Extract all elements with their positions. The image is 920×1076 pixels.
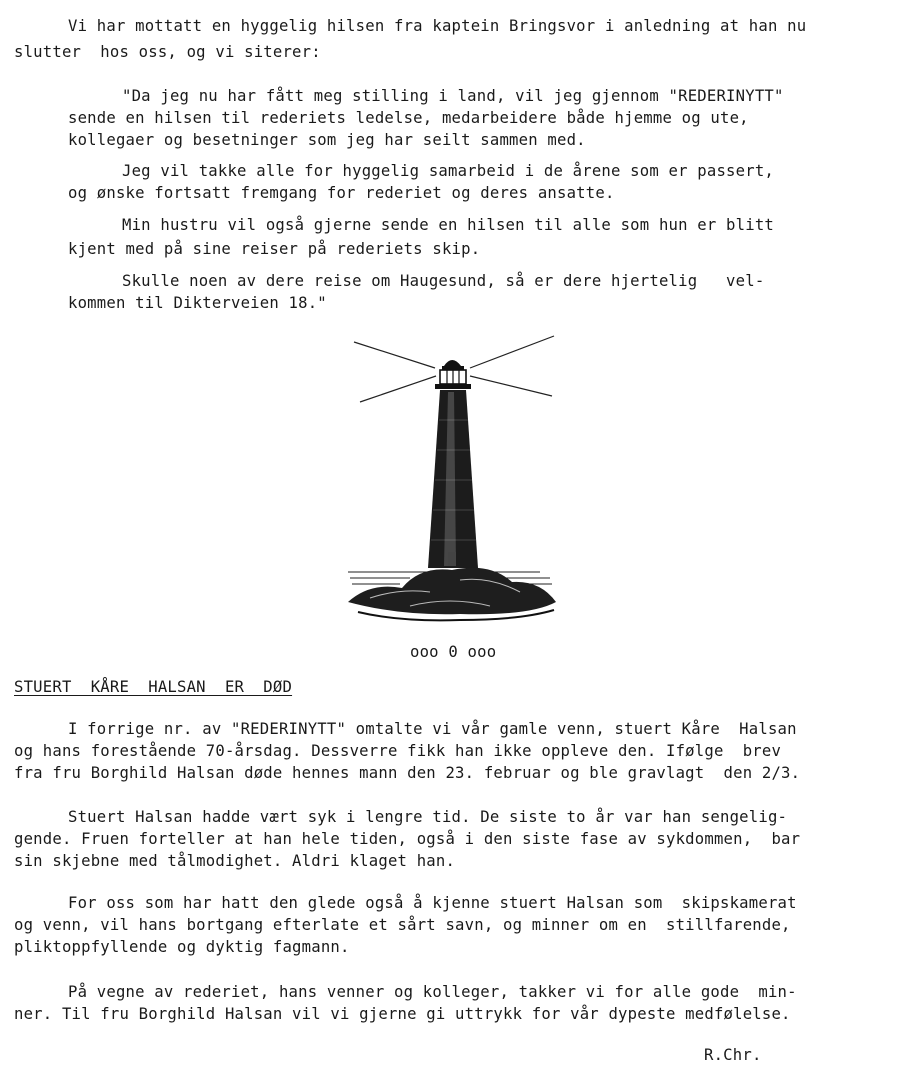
article-line: ner. Til fru Borghild Halsan vil vi gjerne gi uttrykk for vår dypeste medfølelse. [14,1005,791,1023]
article-line: og hans forestående 70-årsdag. Dessverre fikk han ikke oppleve den. Ifølge brev [14,742,782,760]
section-separator: ooo 0 ooo [410,643,497,661]
article-line: sin skjebne med tålmodighet. Aldri klaget han. [14,852,456,870]
intro-line-2: slutter hos oss, og vi siterer: [14,43,321,61]
article-line: pliktoppfyllende og dyktig fagmann. [14,938,350,956]
article-line: For oss som har hatt den glede også å kjenne stuert Halsan som skipskamerat [68,894,797,912]
article-line: fra fru Borghild Halsan døde hennes mann den 23. februar og ble gravlagt den 2/3. [14,764,801,782]
quote-line: Skulle noen av dere reise om Haugesund, så er dere hjertelig vel- [122,272,765,290]
article-line: gende. Fruen forteller at han hele tiden, også i den siste fase av sykdommen, bar [14,830,801,848]
quote-line: sende en hilsen til rederiets ledelse, medarbeidere både hjemme og ute, [68,109,749,127]
intro-line-1: Vi har mottatt en hyggelig hilsen fra kaptein Bringsvor i anledning at han nu [68,17,807,35]
article-line: og venn, vil hans bortgang efterlate et sårt savn, og minner om en stillfarende, [14,916,791,934]
article-line: På vegne av rederiet, hans venner og kolleger, takker vi for alle gode min- [68,983,797,1001]
quote-line: kollegaer og besetninger som jeg har seilt sammen med. [68,131,586,149]
quote-line: og ønske fortsatt fremgang for rederiet og deres ansatte. [68,184,615,202]
quote-line: Min hustru vil også gjerne sende en hilsen til alle som hun er blitt [122,216,774,234]
signature: R.Chr. [704,1046,762,1064]
quote-line: kjent med på sine reiser på rederiets skip. [68,240,481,258]
article-line: Stuert Halsan hadde vært syk i lengre tid. De siste to år var han sengelig- [68,808,788,826]
article-line: I forrige nr. av "REDERINYTT" omtalte vi vår gamle venn, stuert Kåre Halsan [68,720,797,738]
quote-line: Jeg vil takke alle for hyggelig samarbeid i de årene som er passert, [122,162,774,180]
lighthouse-illustration [340,330,570,625]
quote-line: kommen til Dikterveien 18." [68,294,327,312]
quote-line: "Da jeg nu har fått meg stilling i land, vil jeg gjennom "REDERINYTT" [122,87,784,105]
article-heading: STUERT KÅRE HALSAN ER DØD [14,678,293,696]
